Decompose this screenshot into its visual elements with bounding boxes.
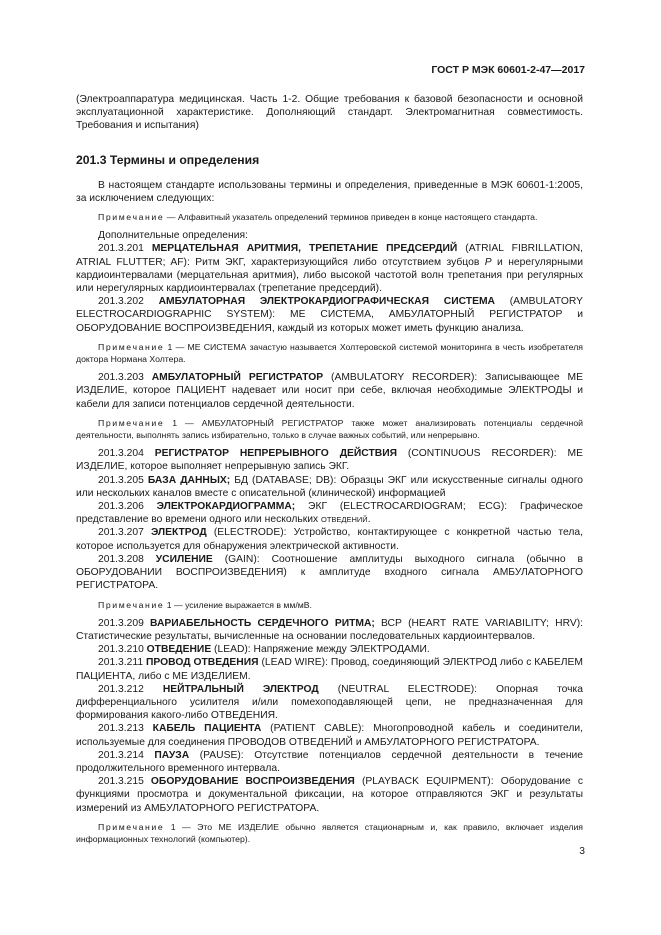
note-label: Примечание [98, 599, 165, 610]
term: НЕЙТРАЛЬНЫЙ ЭЛЕКТРОД [162, 683, 319, 695]
note-label: Примечание [98, 821, 165, 832]
definition-203: 201.3.203 АМБУЛАТОРНЫЙ РЕГИСТРАТОР (AMBULATORY RECORDER): Записывающее МЕ ИЗДЕЛИЕ, которое ПАЦИЕНТ надевает или носит при себе, включая необходимые ЭЛЕКТРОДЫ и кабели для записи потенциалов сердечной деятельности. [76, 372, 583, 410]
term: МЕРЦАТЕЛЬНАЯ АРИТМИЯ, ТРЕПЕТАНИЕ ПРЕДСЕРДИЙ [151, 243, 458, 255]
term: БАЗА ДАННЫХ; [147, 474, 231, 486]
page-number: 3 [579, 846, 585, 857]
definition-211: 201.3.211 ПРОВОД ОТВЕДЕНИЯ (LEAD WIRE): Провод, соединяющий ЭЛЕКТРОД либо с КАБЕЛЕМ ПАЦИЕНТА, либо с МЕ ИЗДЕЛИЕМ. [76, 657, 584, 682]
definition-214: 201.3.214 ПАУЗА (PAUSE): Отсутствие потенциалов сердечной деятельности в течение продолжительного временного интервала. [76, 749, 583, 774]
definition-206: 201.3.206 ЭЛЕКТРОКАРДИОГРАММА; ЭКГ (ELECTROCARDIOGRAM; ECG): Графическое представление во времени одного или нескольких ОТВЕДЕНИЙ. [76, 501, 583, 526]
intro-paragraph: (Электроаппаратура медицинская. Часть 1-2. Общие требования к базовой безопасности и основной эксплуатационной характеристике. Дополняющий стандарт. Электромагнитная совместимость. Требования и испытания) [76, 94, 583, 132]
definition-209: 201.3.209 ВАРИАБЕЛЬНОСТЬ СЕРДЕЧНОГО РИТМА; ВСР (HEART RATE VARIABILITY; HRV): Статистические результаты, вычисленные на основании последовательных кардиоинтервалов. [76, 617, 583, 642]
term: ВАРИАБЕЛЬНОСТЬ СЕРДЕЧНОГО РИТМА; [150, 617, 375, 629]
term: ЭЛЕКТРОКАРДИОГРАММА; [156, 501, 296, 513]
term: ЭЛЕКТРОД [150, 527, 207, 539]
note-202: Примечание 1 — МЕ СИСТЕМА зачастую называется Холтеровской системой мониторинга в честь изобретателя доктора Нормана Холтера. [76, 341, 583, 365]
definition-208: 201.3.208 УСИЛЕНИЕ (GAIN): Соотношение амплитуды выходного сигнала (обычно в ОБОРУДОВАНИИ ВОСПРОИЗВЕДЕНИЯ) к амплитуде входного сигнала АМБУЛАТОРНОГО РЕГИСТРАТОРА. [76, 553, 583, 592]
note-label: Примечание [98, 417, 165, 428]
note-215: Примечание 1 — Это МЕ ИЗДЕЛИЕ обычно является стационарным и, как правило, включает изделия информационных технологий (компьютер). [76, 821, 583, 844]
definition-201: 201.3.201 МЕРЦАТЕЛЬНАЯ АРИТМИЯ, ТРЕПЕТАНИЕ ПРЕДСЕРДИЙ (ATRIAL FIBRILLATION, ATRIAL FLUTTER; AF): Ритм ЭКГ, характеризующийся либо отсутствием зубцов P и нерегулярными кардиоинтервалами (мерцательная аритмия), либо высокой частотой волн трепетания при регулярных или нерегулярных кардиоинтервалах (трепетание предсердий). [76, 243, 583, 295]
term: АМБУЛАТОРНАЯ ЭЛЕКТРОКАРДИОГРАФИЧЕСКАЯ СИСТЕМА [158, 296, 495, 308]
definition-212: 201.3.212 НЕЙТРАЛЬНЫЙ ЭЛЕКТРОД (NEUTRAL ELECTRODE): Опорная точка дифференциального усилителя и/или помехоподавляющей цепи, не предназначенная для формирования какого-либо ОТВЕДЕНИЯ. [76, 683, 583, 722]
note-208: Примечание 1 — усиление выражается в мм/мВ. [98, 599, 312, 610]
definition-213: 201.3.213 КАБЕЛЬ ПАЦИЕНТА (PATIENT CABLE): Многопроводной кабель и соединители, используемые для соединения ПРОВОДОВ ОТВЕДЕНИЙ и АМБУЛАТОРНОГО РЕГИСТРАТОРА. [76, 723, 583, 748]
document-header: ГОСТ Р МЭК 60601-2-47—2017 [431, 64, 585, 76]
definition-207: 201.3.207 ЭЛЕКТРОД (ELECTRODE): Устройство, контактирующее с конкретной частью тела, которое используется для обнаружения электрической активности. [76, 527, 583, 552]
intro-statement: В настоящем стандарте использованы термины и определения, приведенные в МЭК 60601-1:2005, за исключением следующих: [76, 179, 583, 204]
additional-definitions-heading: Дополнительные определения: [98, 230, 248, 242]
definition-215: 201.3.215 ОБОРУДОВАНИЕ ВОСПРОИЗВЕДЕНИЯ (PLAYBACK EQUIPMENT): Оборудование с функциями просмотра и документальной фиксации, на которое отправляются ЭКГ и результаты измерений из АМБУЛАТОРНОГО РЕГИСТРАТОРА. [76, 776, 583, 814]
term: УСИЛЕНИЕ [155, 553, 213, 565]
note-203: Примечание 1 — АМБУЛАТОРНЫЙ РЕГИСТРАТОР также может анализировать потенциалы сердечной деятельности, выполнять запись избирательно, только в случае важных событий, или непрерывно. [76, 417, 584, 441]
term: ОТВЕДЕНИЕ [146, 644, 212, 656]
term: ОБОРУДОВАНИЕ ВОСПРОИЗВЕДЕНИЯ [150, 776, 355, 788]
note-label: Примечание [98, 341, 165, 352]
term: АМБУЛАТОРНЫЙ РЕГИСТРАТОР [151, 372, 324, 384]
term: ПРОВОД ОТВЕДЕНИЯ [146, 657, 259, 669]
note-label: Примечание [98, 212, 165, 223]
section-title: 201.3 Термины и определения [76, 152, 260, 167]
term: РЕГИСТРАТОР НЕПРЕРЫВНОГО ДЕЙСТВИЯ [154, 448, 398, 460]
definition-202: 201.3.202 АМБУЛАТОРНАЯ ЭЛЕКТРОКАРДИОГРАФИЧЕСКАЯ СИСТЕМА (AMBULATORY ELECTROCARDIOGRAPHIC SYSTEM): МЕ СИСТЕМА, АМБУЛАТОРНЫЙ РЕГИСТРАТОР и ОБОРУДОВАНИЕ ВОСПРОИЗВЕДЕНИЯ, каждый из которых может иметь функцию анализа. [76, 296, 583, 334]
note-alphabetical-index: Примечание — Алфавитный указатель определений терминов приведен в конце настоящего стандарта. [98, 212, 538, 223]
definition-210: 201.3.210 ОТВЕДЕНИЕ (LEAD): Напряжение между ЭЛЕКТРОДАМИ. [98, 644, 430, 656]
page-body [76, 93, 583, 851]
definition-204: 201.3.204 РЕГИСТРАТОР НЕПРЕРЫВНОГО ДЕЙСТВИЯ (CONTINUOUS RECORDER): МЕ ИЗДЕЛИЕ, которое выполняет непрерывную запись ЭКГ. [76, 448, 583, 473]
term: ПАУЗА [154, 749, 190, 761]
term: КАБЕЛЬ ПАЦИЕНТА [152, 723, 262, 735]
definition-205: 201.3.205 БАЗА ДАННЫХ; БД (DATABASE; DB): Образцы ЭКГ или искусственные сигналы одного или нескольких каналов вместе с описательной (клинической) информацией [76, 474, 584, 499]
